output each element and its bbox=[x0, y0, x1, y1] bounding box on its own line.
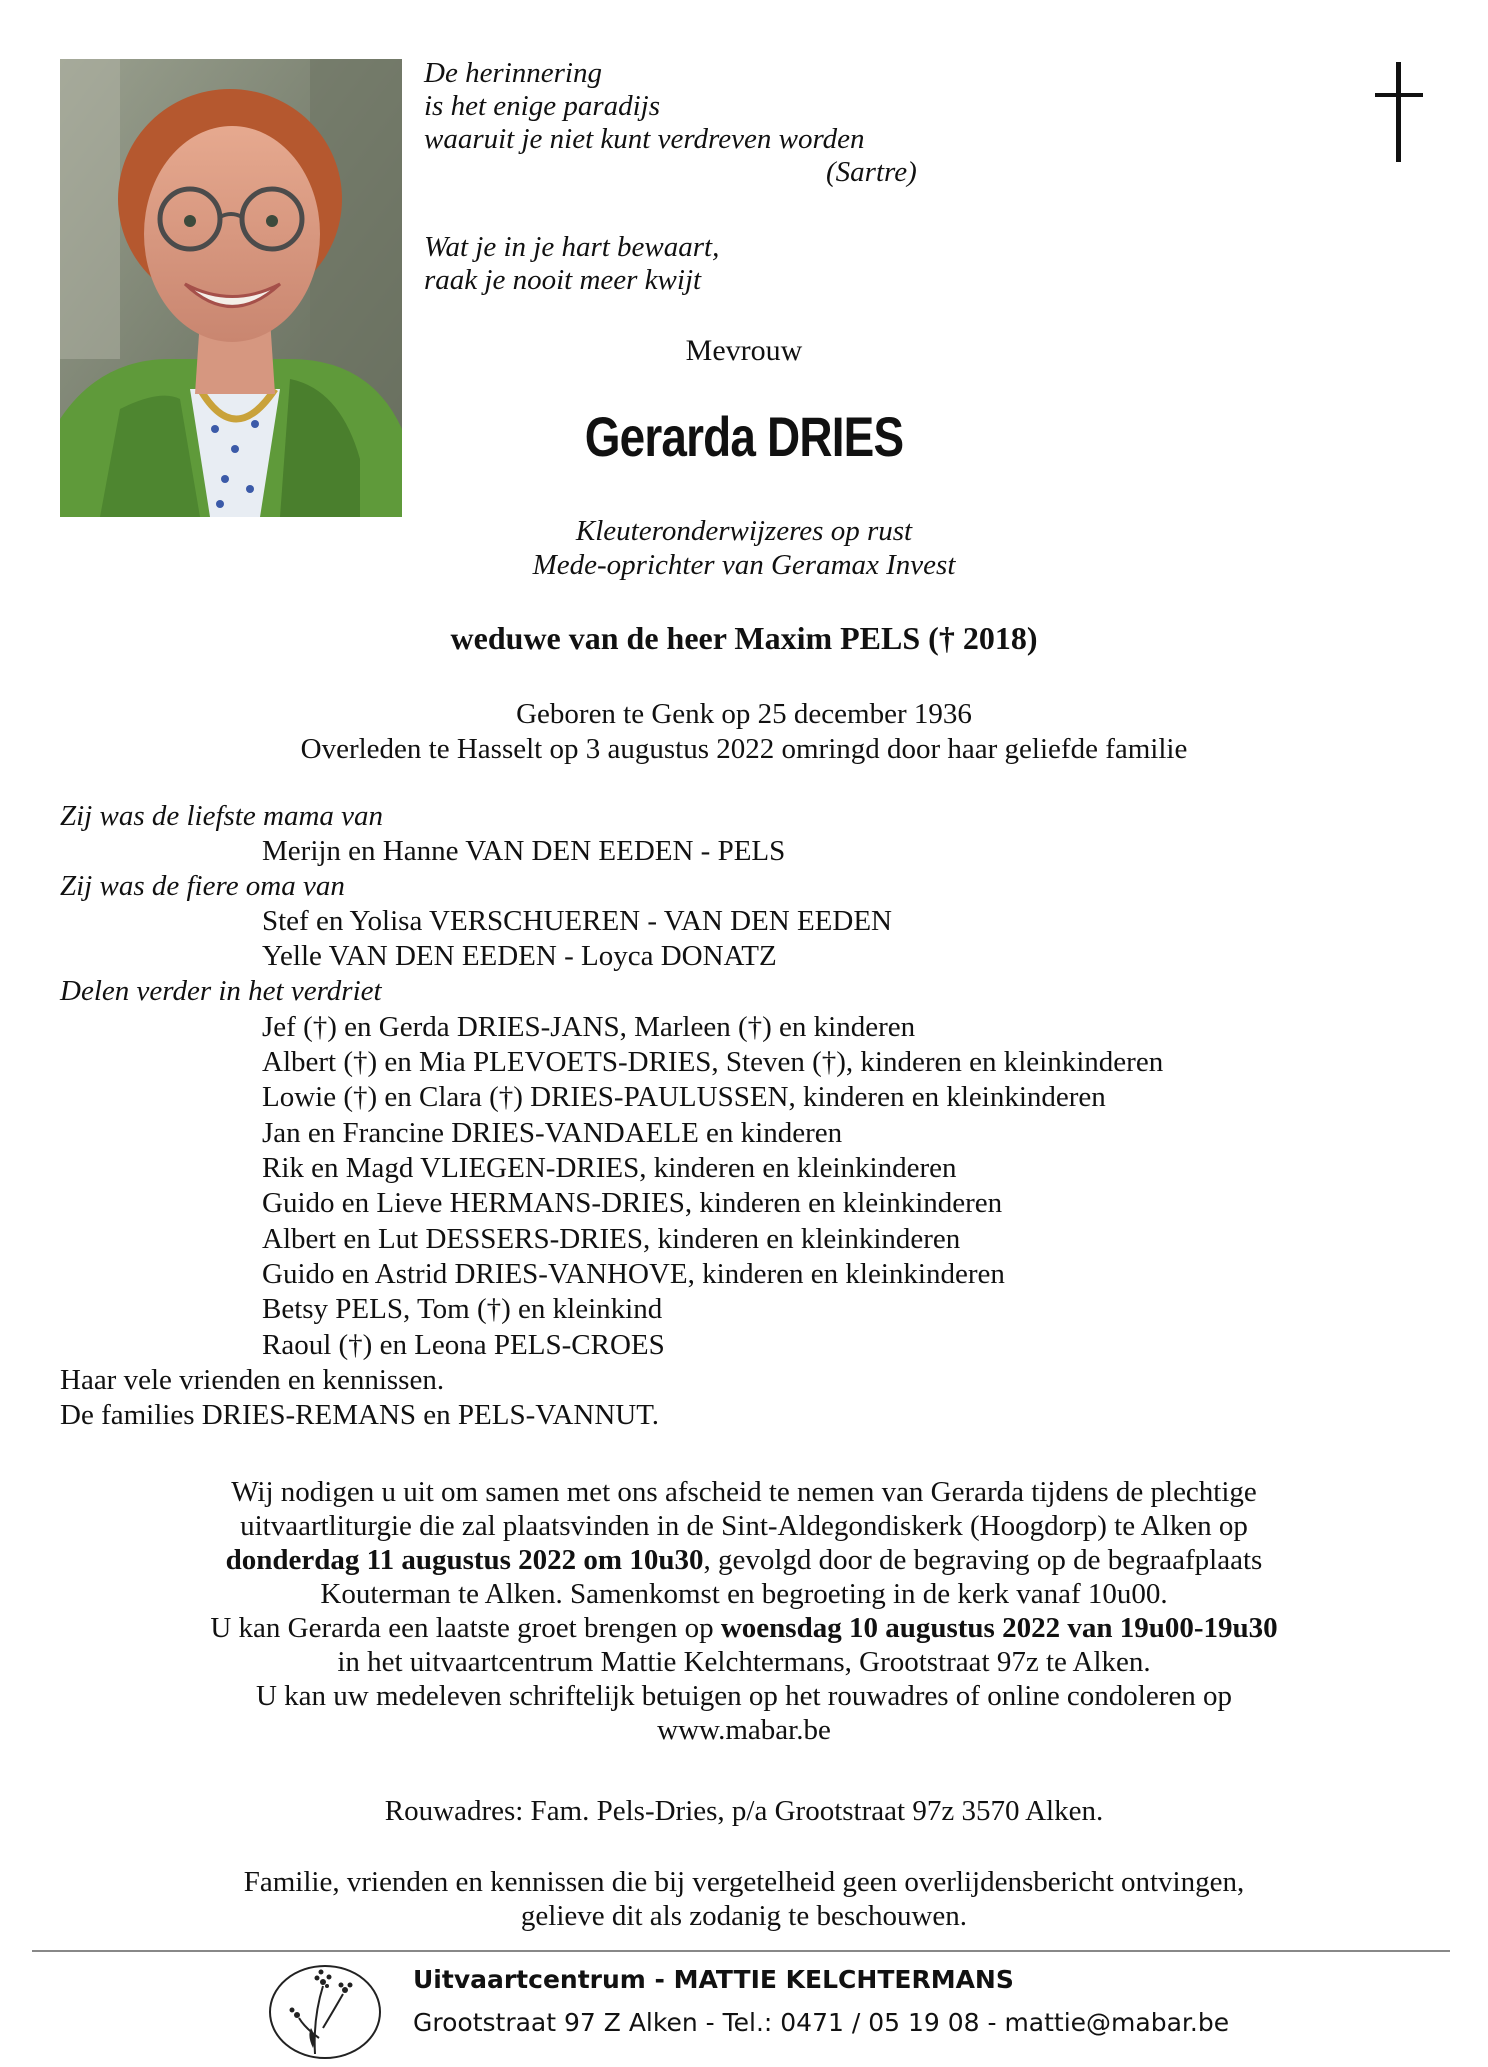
invitation-text: U kan Gerarda een laatste groet brengen op bbox=[210, 1612, 721, 1644]
family-line: Jef (†) en Gerda DRIES-JANS, Marleen (†) en kinderen bbox=[262, 1011, 916, 1043]
quote-line: Wat je in je hart bewaart, bbox=[424, 231, 720, 263]
visitation-date: woensdag 10 augustus 2022 van 19u00-19u30 bbox=[720, 1612, 1278, 1644]
honorific-title: Mevrouw bbox=[685, 334, 803, 367]
quote-line: De herinnering bbox=[424, 57, 602, 89]
family-line: Lowie (†) en Clara (†) DRIES-PAULUSSEN, kinderen en kleinkinderen bbox=[262, 1081, 1106, 1113]
family-line: Yelle VAN DEN EEDEN - Loyca DONATZ bbox=[262, 940, 777, 972]
invitation-text: , gevolgd door de begraving op de begraafplaats bbox=[703, 1544, 1263, 1576]
funeral-home-contact: Grootstraat 97 Z Alken - Tel.: 0471 / 05 19 08 - mattie@mabar.be bbox=[413, 2008, 1230, 2037]
born-line: Geboren te Genk op 25 december 1936 bbox=[516, 698, 972, 730]
invitation-line: Kouterman te Alken. Samenkomst en begroeting in de kerk vanaf 10u00. bbox=[320, 1578, 1168, 1610]
roles-block bbox=[0, 514, 1488, 582]
mourning-address: Rouwadres: Fam. Pels-Dries, p/a Grootstraat 97z 3570 Alken. bbox=[384, 1795, 1104, 1827]
birth-death-block bbox=[0, 697, 1488, 767]
deceased-name: Gerarda DRIES bbox=[584, 405, 904, 468]
notice-line: Familie, vrienden en kennissen die bij vergetelheid geen overlijdensbericht ontvingen, bbox=[243, 1866, 1245, 1898]
widow-line: weduwe van de heer Maxim PELS († 2018) bbox=[450, 620, 1038, 656]
family-line: Merijn en Hanne VAN DEN EEDEN - PELS bbox=[262, 835, 786, 867]
family-line: Albert (†) en Mia PLEVOETS-DRIES, Steven (†), kinderen en kleinkinderen bbox=[262, 1046, 1164, 1078]
invitation-line: in het uitvaartcentrum Mattie Kelchtermans, Grootstraat 97z te Alken. bbox=[337, 1646, 1151, 1678]
quote-line: waaruit je niet kunt verdreven worden bbox=[424, 123, 865, 155]
flower-logo-icon bbox=[265, 1958, 395, 2062]
role-line: Kleuteronderwijzeres op rust bbox=[575, 515, 913, 547]
closing-line: Haar vele vrienden en kennissen. bbox=[60, 1364, 445, 1396]
family-line: Stef en Yolisa VERSCHUEREN - VAN DEN EEDEN bbox=[262, 905, 892, 937]
family-line: Raoul (†) en Leona PELS-CROES bbox=[262, 1329, 665, 1361]
footer-divider bbox=[32, 1950, 1450, 1952]
quote-line: raak je nooit meer kwijt bbox=[424, 264, 702, 296]
mama-heading: Zij was de liefste mama van bbox=[60, 800, 384, 832]
quote-author: (Sartre) bbox=[826, 156, 917, 188]
invitation-block bbox=[0, 1475, 1488, 1747]
others-heading: Delen verder in het verdriet bbox=[60, 975, 382, 1007]
family-line: Guido en Lieve HERMANS-DRIES, kinderen en kleinkinderen bbox=[262, 1187, 1003, 1219]
quote-block-2 bbox=[424, 231, 719, 297]
family-line: Albert en Lut DESSERS-DRIES, kinderen en kleinkinderen bbox=[262, 1223, 961, 1255]
family-line: Rik en Magd VLIEGEN-DRIES, kinderen en kleinkinderen bbox=[262, 1152, 957, 1184]
oma-heading: Zij was de fiere oma van bbox=[60, 870, 345, 902]
quote-block bbox=[424, 57, 917, 189]
website-link[interactable]: www.mabar.be bbox=[657, 1714, 831, 1746]
family-line: Jan en Francine DRIES-VANDAELE en kinderen bbox=[262, 1117, 843, 1149]
deceased-name-wrap bbox=[0, 404, 1488, 469]
notice-block bbox=[0, 1865, 1488, 1933]
invitation-line: Wij nodigen u uit om samen met ons afscheid te nemen van Gerarda tijdens de plechtige bbox=[231, 1476, 1257, 1508]
funeral-home-name: Uitvaartcentrum - MATTIE KELCHTERMANS bbox=[413, 1965, 1014, 1994]
family-line: Betsy PELS, Tom (†) en kleinkind bbox=[262, 1293, 663, 1325]
died-line: Overleden te Hasselt op 3 augustus 2022 omringd door haar geliefde familie bbox=[300, 733, 1188, 765]
quote-line: is het enige paradijs bbox=[424, 90, 661, 122]
closing-line: De families DRIES-REMANS en PELS-VANNUT. bbox=[60, 1399, 660, 1431]
invitation-line bbox=[0, 1543, 1488, 1577]
family-line: Guido en Astrid DRIES-VANHOVE, kinderen en kleinkinderen bbox=[262, 1258, 1005, 1290]
invitation-line bbox=[0, 1611, 1488, 1645]
invitation-line: U kan uw medeleven schriftelijk betuigen op het rouwadres of online condoleren op bbox=[255, 1680, 1233, 1712]
invitation-line: uitvaartliturgie die zal plaatsvinden in de Sint-Aldegondiskerk (Hoogdorp) te Alken op bbox=[240, 1510, 1248, 1542]
role-line: Mede-oprichter van Geramax Invest bbox=[532, 549, 956, 581]
latin-cross-icon bbox=[1375, 62, 1423, 162]
funeral-date: donderdag 11 augustus 2022 om 10u30 bbox=[225, 1544, 704, 1576]
notice-line: gelieve dit als zodanig te beschouwen. bbox=[520, 1900, 968, 1932]
